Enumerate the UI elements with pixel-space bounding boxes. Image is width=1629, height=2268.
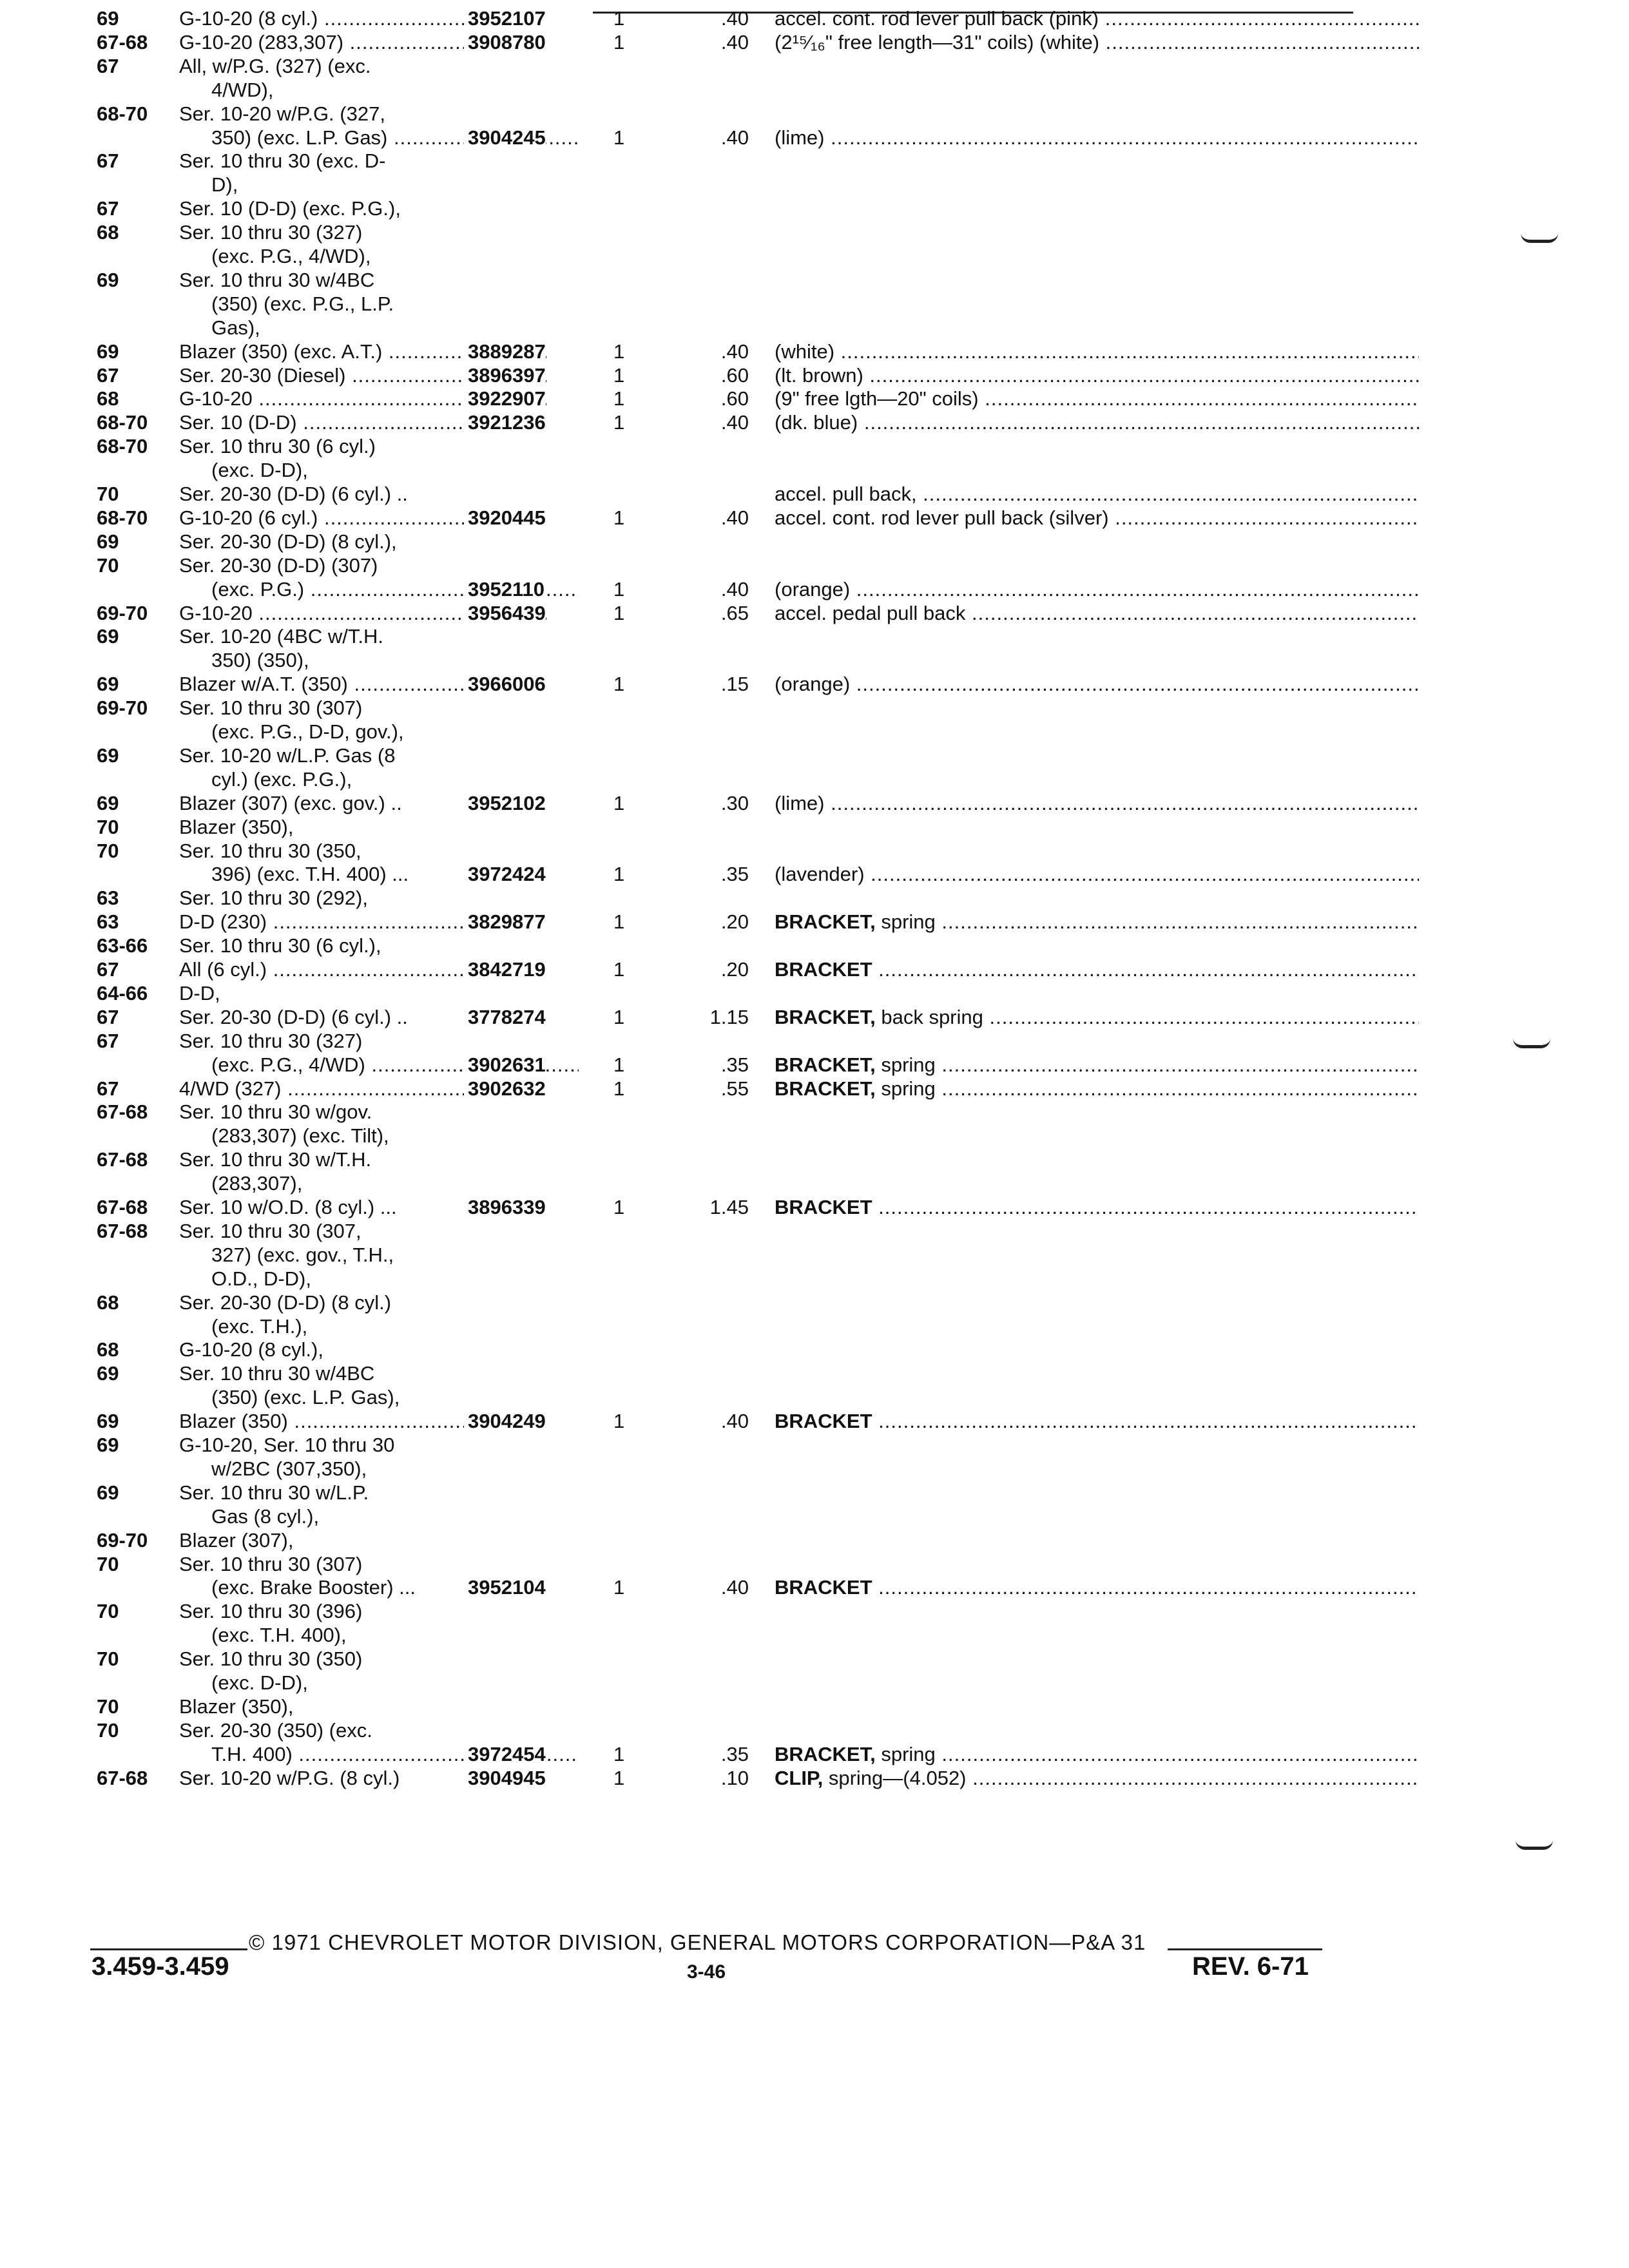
list-price: .10 bbox=[720, 1767, 749, 1789]
part-name bbox=[775, 601, 1419, 626]
model-year: 69 bbox=[97, 7, 119, 30]
model-year: 69-70 bbox=[97, 697, 148, 719]
model-year: 69 bbox=[97, 269, 119, 291]
part-number: 3889287 bbox=[464, 340, 546, 364]
part-name bbox=[775, 126, 1419, 150]
part-number: 3778274 bbox=[464, 1005, 546, 1030]
list-price: .65 bbox=[720, 602, 749, 624]
model-year: 70 bbox=[97, 1553, 119, 1575]
list-price: .20 bbox=[720, 958, 749, 981]
application-description: (exc. T.H. 400), bbox=[211, 1624, 347, 1646]
application-description: Ser. 10 thru 30 (327) bbox=[179, 221, 363, 244]
model-year: 67-68 bbox=[97, 1196, 148, 1218]
part-name bbox=[775, 340, 1419, 364]
part-number: 3896397 bbox=[464, 363, 546, 388]
application-description: (283,307), bbox=[211, 1172, 303, 1195]
quantity: 1 bbox=[613, 578, 625, 601]
application-description: Gas (8 cyl.), bbox=[211, 1505, 320, 1528]
application-description: Ser. 10 thru 30 w/L.P. bbox=[179, 1481, 369, 1504]
part-name-text: (9" free lgth—20" coils) bbox=[775, 387, 979, 410]
application-description: Ser. 10 thru 30 (6 cyl.), bbox=[179, 934, 381, 957]
part-number: 3896339 bbox=[464, 1195, 546, 1220]
application-description: G-10-20 (283,307) ..... bbox=[179, 30, 546, 55]
model-year: 68-70 bbox=[97, 102, 148, 125]
application-description: Ser. 10 thru 30 (307, bbox=[179, 1220, 361, 1242]
quantity: 1 bbox=[613, 126, 625, 149]
model-year: 68 bbox=[97, 387, 119, 410]
quantity: 1 bbox=[613, 31, 625, 53]
application-description: 350) (350), bbox=[211, 649, 309, 671]
footer-revision: REV. 6-71 bbox=[1192, 1952, 1309, 1981]
application-description: Ser. 20-30 (D-D) (6 cyl.) .. bbox=[179, 483, 408, 505]
model-year: 69 bbox=[97, 1362, 119, 1385]
part-name-text: spring bbox=[875, 1743, 936, 1765]
application-description: Gas), bbox=[211, 316, 260, 339]
part-name bbox=[775, 506, 1419, 530]
list-price: .40 bbox=[720, 1410, 749, 1432]
application-description: Ser. 10 thru 30 w/gov. bbox=[179, 1100, 372, 1123]
part-number: 3902631 bbox=[464, 1053, 546, 1077]
part-name-bold: BRACKET, bbox=[775, 910, 876, 933]
part-name-text: accel. cont. rod lever pull back (pink) bbox=[775, 7, 1099, 30]
model-year: 68 bbox=[97, 221, 119, 244]
quantity: 1 bbox=[613, 340, 625, 363]
quantity: 1 bbox=[613, 910, 625, 933]
application-description: Ser. 10 thru 30 (exc. D- bbox=[179, 149, 386, 172]
part-name-bold: BRACKET, bbox=[775, 1053, 876, 1076]
application-description: Ser. 10-20 (4BC w/T.H. bbox=[179, 625, 384, 648]
list-price: 1.45 bbox=[709, 1196, 749, 1218]
footer-section-number: 3.459-3.459 bbox=[92, 1952, 229, 1981]
model-year: 67-68 bbox=[97, 1767, 148, 1789]
model-year: 67-68 bbox=[97, 31, 148, 53]
application-description: G-10-20, Ser. 10 thru 30 bbox=[179, 1434, 395, 1456]
part-number: 3952110 bbox=[464, 577, 545, 602]
quantity: 1 bbox=[613, 1410, 625, 1432]
quantity: 1 bbox=[613, 673, 625, 695]
model-year: 67 bbox=[97, 1077, 119, 1100]
quantity: 1 bbox=[613, 792, 625, 814]
application-description: Blazer (350) ..... bbox=[179, 1409, 546, 1434]
part-number: 3904945 bbox=[464, 1766, 546, 1791]
application-description: cyl.) (exc. P.G.), bbox=[211, 768, 352, 791]
part-name bbox=[775, 1575, 1419, 1600]
part-name-text: (lime) bbox=[775, 126, 825, 149]
part-name bbox=[775, 957, 1419, 982]
application-description: G-10-20 (8 cyl.) ..... bbox=[179, 6, 546, 31]
part-number: 3922907 bbox=[464, 387, 546, 411]
part-number: 3842719 bbox=[464, 957, 546, 982]
application-description: Blazer (307), bbox=[179, 1529, 294, 1552]
footer-copyright: © 1971 CHEVROLET MOTOR DIVISION, GENERAL MOTORS CORPORATION—P&A 31 bbox=[249, 1930, 1146, 1954]
application-description: Ser. 10 (D-D) (exc. P.G.), bbox=[179, 197, 401, 220]
part-name bbox=[775, 1766, 1419, 1791]
model-year: 70 bbox=[97, 1600, 119, 1622]
part-name bbox=[775, 672, 1419, 697]
application-description: Blazer (350) (exc. A.T.) ..... bbox=[179, 340, 546, 364]
application-description: Ser. 10 thru 30 w/T.H. bbox=[179, 1148, 372, 1171]
part-name-text: (lime) bbox=[775, 792, 825, 814]
application-description: Blazer (307) (exc. gov.) .. bbox=[179, 792, 402, 814]
part-number: 3952102 bbox=[464, 791, 546, 816]
model-year: 67 bbox=[97, 55, 119, 77]
model-year: 70 bbox=[97, 816, 119, 838]
part-name-text: (dk. blue) bbox=[775, 411, 858, 434]
part-name-bold: BRACKET bbox=[775, 1576, 872, 1599]
part-name-text: spring—(4.052) bbox=[823, 1767, 967, 1789]
model-year: 68-70 bbox=[97, 506, 148, 529]
model-year: 67-68 bbox=[97, 1100, 148, 1123]
model-year: 67-68 bbox=[97, 1220, 148, 1242]
part-name-text: spring bbox=[875, 1077, 936, 1100]
part-number: 3952104 bbox=[464, 1575, 546, 1600]
list-price: .40 bbox=[720, 1576, 749, 1599]
quantity: 1 bbox=[613, 364, 625, 387]
application-description: Ser. 10 thru 30 (350) bbox=[179, 1648, 363, 1670]
part-number: 3908780 bbox=[464, 30, 546, 55]
model-year: 67 bbox=[97, 197, 119, 220]
application-description: Ser. 10 thru 30 (307) bbox=[179, 697, 363, 719]
part-number: 3829877 bbox=[464, 910, 546, 934]
part-number: 3966006 bbox=[464, 672, 546, 697]
part-name-bold: BRACKET, bbox=[775, 1743, 876, 1765]
model-year: 68 bbox=[97, 1291, 119, 1314]
part-name-text: (orange) bbox=[775, 673, 851, 695]
part-name-bold: BRACKET bbox=[775, 958, 872, 981]
application-description: D), bbox=[211, 173, 238, 196]
application-description: (exc. T.H.), bbox=[211, 1315, 308, 1338]
model-year: 67-68 bbox=[97, 1148, 148, 1171]
application-description: Ser. 10 thru 30 (307) bbox=[179, 1553, 363, 1575]
model-year: 68-70 bbox=[97, 411, 148, 434]
part-number: 3956439 bbox=[464, 601, 546, 626]
quantity: 1 bbox=[613, 1053, 625, 1076]
model-year: 68-70 bbox=[97, 435, 148, 457]
model-year: 64-66 bbox=[97, 982, 148, 1004]
margin-tick bbox=[1513, 1039, 1550, 1048]
part-number: 3904249 bbox=[464, 1409, 546, 1434]
application-description: (exc. P.G., 4/WD) ..... bbox=[211, 1053, 579, 1077]
model-year: 69-70 bbox=[97, 602, 148, 624]
quantity: 1 bbox=[613, 602, 625, 624]
part-number: 3972454 bbox=[464, 1742, 546, 1767]
application-description: (exc. D-D), bbox=[211, 1671, 308, 1694]
list-price: .35 bbox=[720, 1743, 749, 1765]
application-description: Ser. 10 thru 30 (350, bbox=[179, 840, 361, 862]
part-name bbox=[775, 1409, 1419, 1434]
list-price: .60 bbox=[720, 387, 749, 410]
application-description: Ser. 10 (D-D) ..... bbox=[179, 410, 546, 435]
list-price: .40 bbox=[720, 31, 749, 53]
model-year: 69 bbox=[97, 1410, 119, 1432]
part-name-text: accel. pedal pull back bbox=[775, 602, 966, 624]
application-description: Blazer (350), bbox=[179, 1695, 294, 1718]
part-name-bold: BRACKET bbox=[775, 1410, 872, 1432]
application-description: Ser. 10 w/O.D. (8 cyl.) ... bbox=[179, 1196, 397, 1218]
part-number: 3902632 bbox=[464, 1077, 546, 1101]
application-description: Ser. 20-30 (Diesel) ..... bbox=[179, 363, 546, 388]
model-year: 67 bbox=[97, 149, 119, 172]
model-year: 70 bbox=[97, 1719, 119, 1742]
list-price: .40 bbox=[720, 411, 749, 434]
list-price: .40 bbox=[720, 7, 749, 30]
part-name-bold: BRACKET bbox=[775, 1196, 872, 1218]
part-number: 3972424 bbox=[464, 862, 546, 887]
model-year: 70 bbox=[97, 840, 119, 862]
model-year: 68 bbox=[97, 1338, 119, 1361]
application-description: All, w/P.G. (327) (exc. bbox=[179, 55, 371, 77]
application-description: Blazer (350), bbox=[179, 816, 294, 838]
list-price: .20 bbox=[720, 910, 749, 933]
application-description: O.D., D-D), bbox=[211, 1267, 311, 1290]
part-name bbox=[775, 577, 1419, 602]
application-description: G-10-20 (8 cyl.), bbox=[179, 1338, 323, 1361]
application-description: D-D (230) ..... bbox=[179, 910, 546, 934]
part-name bbox=[775, 30, 1419, 55]
list-price: .15 bbox=[720, 673, 749, 695]
list-price: .30 bbox=[720, 792, 749, 814]
model-year: 69-70 bbox=[97, 1529, 148, 1552]
part-number: 3920445 bbox=[464, 506, 546, 530]
part-name bbox=[775, 482, 1419, 506]
application-description: Ser. 10 thru 30 (396) bbox=[179, 1600, 363, 1622]
part-name-text: accel. cont. rod lever pull back (silver) bbox=[775, 506, 1109, 529]
list-price: .40 bbox=[720, 506, 749, 529]
part-name-text: (white) bbox=[775, 340, 835, 363]
application-description: 350) (exc. L.P. Gas) ..... bbox=[211, 126, 579, 150]
model-year: 69 bbox=[97, 1434, 119, 1456]
part-number: 3921236 bbox=[464, 410, 546, 435]
part-name bbox=[775, 363, 1419, 388]
part-name-text: accel. pull back, bbox=[775, 483, 917, 505]
application-description: Ser. 20-30 (D-D) (8 cyl.) bbox=[179, 1291, 392, 1314]
application-description: w/2BC (307,350), bbox=[211, 1457, 367, 1480]
application-description: (exc. D-D), bbox=[211, 459, 308, 481]
application-description: Ser. 10 thru 30 w/4BC bbox=[179, 269, 375, 291]
list-price: .35 bbox=[720, 1053, 749, 1076]
list-price: .40 bbox=[720, 340, 749, 363]
application-description: (exc. P.G., D-D, gov.), bbox=[211, 720, 404, 743]
application-description: (exc. P.G.) ..... bbox=[211, 577, 579, 602]
part-name-text: spring bbox=[875, 1053, 936, 1076]
application-description: 327) (exc. gov., T.H., bbox=[211, 1244, 394, 1266]
model-year: 69 bbox=[97, 792, 119, 814]
list-price: .35 bbox=[720, 863, 749, 885]
application-description: (283,307) (exc. Tilt), bbox=[211, 1124, 389, 1147]
model-year: 63 bbox=[97, 887, 119, 909]
model-year: 69 bbox=[97, 530, 119, 553]
quantity: 1 bbox=[613, 387, 625, 410]
application-description: (exc. Brake Booster) ... bbox=[211, 1576, 416, 1599]
part-name bbox=[775, 6, 1419, 31]
list-price: 1.15 bbox=[709, 1006, 749, 1028]
model-year: 70 bbox=[97, 483, 119, 505]
application-description: 4/WD), bbox=[211, 79, 274, 101]
part-name-bold: CLIP, bbox=[775, 1767, 824, 1789]
application-description: D-D, bbox=[179, 982, 220, 1004]
model-year: 69 bbox=[97, 340, 119, 363]
quantity: 1 bbox=[613, 7, 625, 30]
part-name-bold: BRACKET, bbox=[775, 1006, 876, 1028]
part-number: 3904245 bbox=[464, 126, 546, 150]
list-price: .55 bbox=[720, 1077, 749, 1100]
model-year: 67 bbox=[97, 1006, 119, 1028]
quantity: 1 bbox=[613, 1576, 625, 1599]
application-description: Ser. 20-30 (D-D) (8 cyl.), bbox=[179, 530, 397, 553]
part-name-text: back spring bbox=[875, 1006, 983, 1028]
model-year: 70 bbox=[97, 1648, 119, 1670]
model-year: 63-66 bbox=[97, 934, 148, 957]
application-description: Blazer w/A.T. (350) ..... bbox=[179, 672, 546, 697]
quantity: 1 bbox=[613, 1196, 625, 1218]
application-description: Ser. 20-30 (D-D) (6 cyl.) .. bbox=[179, 1006, 408, 1028]
application-description: Ser. 10-20 w/P.G. (8 cyl.) bbox=[179, 1767, 400, 1789]
part-name bbox=[775, 1077, 1419, 1101]
part-number: 3952107 bbox=[464, 6, 546, 31]
application-description: Ser. 10-20 w/P.G. (327, bbox=[179, 102, 385, 125]
application-description: G-10-20 ..... bbox=[179, 601, 546, 626]
application-description: (exc. P.G., 4/WD), bbox=[211, 245, 371, 267]
model-year: 67 bbox=[97, 958, 119, 981]
part-name bbox=[775, 862, 1419, 887]
part-name bbox=[775, 1005, 1419, 1030]
model-year: 67 bbox=[97, 1030, 119, 1052]
part-name bbox=[775, 387, 1419, 411]
quantity: 1 bbox=[613, 958, 625, 981]
model-year: 70 bbox=[97, 554, 119, 577]
part-name bbox=[775, 910, 1419, 934]
part-name bbox=[775, 791, 1419, 816]
application-description: 396) (exc. T.H. 400) ... bbox=[211, 863, 409, 885]
part-name-bold: BRACKET, bbox=[775, 1077, 876, 1100]
application-description: All (6 cyl.) ..... bbox=[179, 957, 546, 982]
model-year: 69 bbox=[97, 625, 119, 648]
part-name-text: (2¹⁵⁄₁₆" free length—31" coils) (white) bbox=[775, 31, 1100, 53]
footer-rule-left bbox=[90, 1948, 247, 1950]
application-description: Ser. 10 thru 30 (6 cyl.) bbox=[179, 435, 376, 457]
list-price: .40 bbox=[720, 126, 749, 149]
model-year: 70 bbox=[97, 1695, 119, 1718]
application-description: Ser. 20-30 (D-D) (307) bbox=[179, 554, 378, 577]
application-description: Ser. 10-20 w/L.P. Gas (8 bbox=[179, 744, 396, 767]
application-description: G-10-20 ..... bbox=[179, 387, 546, 411]
margin-tick bbox=[1521, 233, 1558, 243]
quantity: 1 bbox=[613, 863, 625, 885]
application-description: (350) (exc. L.P. Gas), bbox=[211, 1386, 400, 1408]
quantity: 1 bbox=[613, 411, 625, 434]
model-year: 69 bbox=[97, 673, 119, 695]
application-description: G-10-20 (6 cyl.) ..... bbox=[179, 506, 546, 530]
part-name bbox=[775, 1195, 1419, 1220]
part-name bbox=[775, 1742, 1419, 1767]
part-name-text: (lavender) bbox=[775, 863, 865, 885]
part-name-text: spring bbox=[875, 910, 936, 933]
quantity: 1 bbox=[613, 1767, 625, 1789]
part-name bbox=[775, 1053, 1419, 1077]
application-description: Ser. 10 thru 30 (292), bbox=[179, 887, 368, 909]
application-description: T.H. 400) ..... bbox=[211, 1742, 579, 1767]
model-year: 69 bbox=[97, 744, 119, 767]
list-price: .40 bbox=[720, 578, 749, 601]
application-description: 4/WD (327) ..... bbox=[179, 1077, 546, 1101]
application-description: Ser. 10 thru 30 (327) bbox=[179, 1030, 363, 1052]
application-description: Ser. 10 thru 30 w/4BC bbox=[179, 1362, 375, 1385]
quantity: 1 bbox=[613, 1743, 625, 1765]
footer-rule-right bbox=[1168, 1948, 1322, 1950]
quantity: 1 bbox=[613, 1077, 625, 1100]
footer-page-number: 3-46 bbox=[687, 1961, 726, 1983]
model-year: 69 bbox=[97, 1481, 119, 1504]
model-year: 67 bbox=[97, 364, 119, 387]
list-price: .60 bbox=[720, 364, 749, 387]
part-name-text: (lt. brown) bbox=[775, 364, 863, 387]
quantity: 1 bbox=[613, 506, 625, 529]
application-description: (350) (exc. P.G., L.P. bbox=[211, 293, 394, 315]
part-name-text: (orange) bbox=[775, 578, 851, 601]
application-description: Ser. 20-30 (350) (exc. bbox=[179, 1719, 372, 1742]
model-year: 63 bbox=[97, 910, 119, 933]
quantity: 1 bbox=[613, 1006, 625, 1028]
part-name bbox=[775, 410, 1419, 435]
margin-tick bbox=[1516, 1840, 1553, 1850]
